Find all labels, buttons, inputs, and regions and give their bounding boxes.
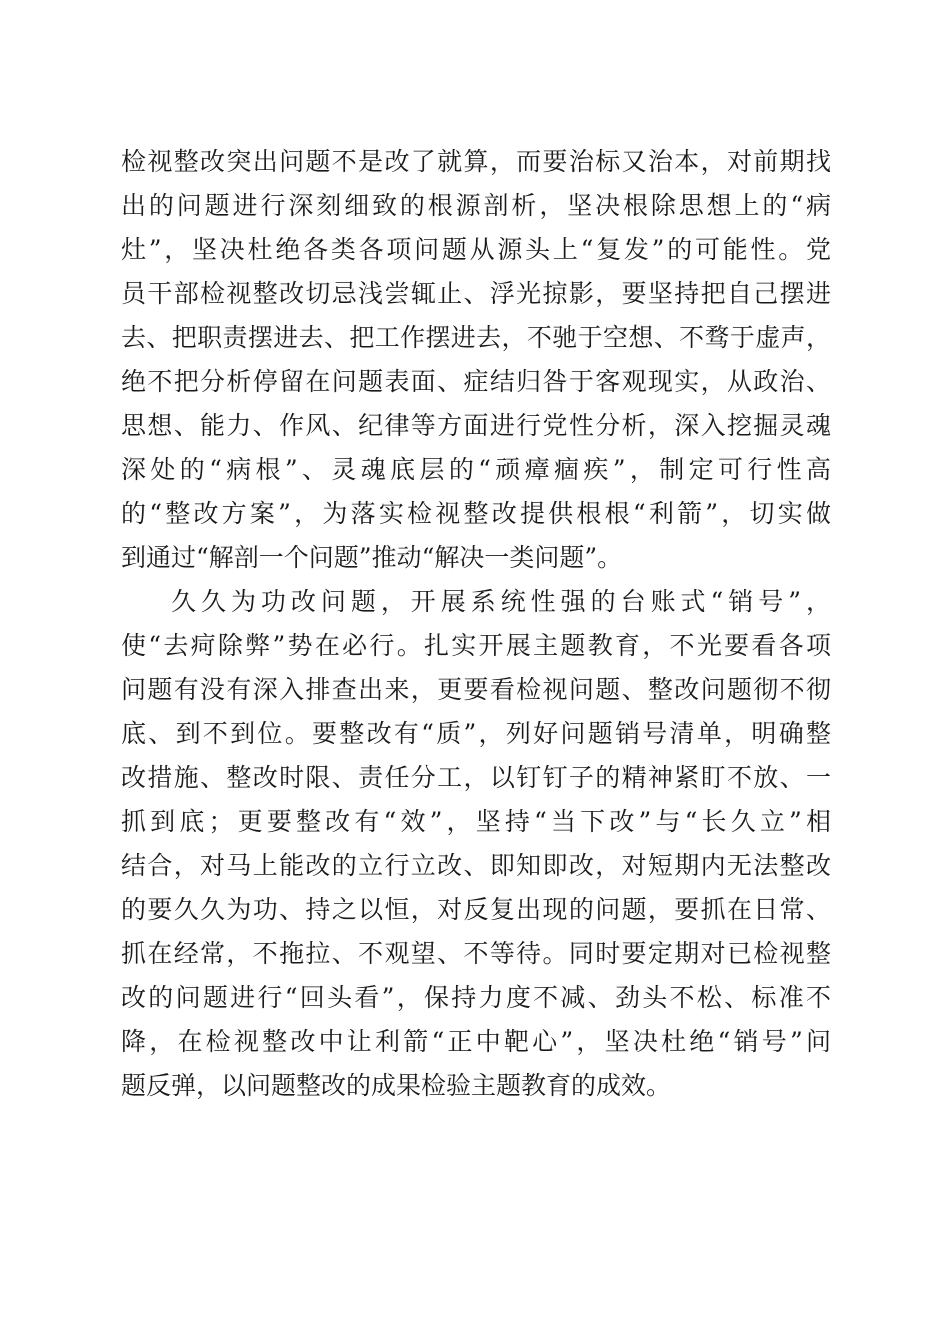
paragraph-1-line-7: 思想、能力、作风、纪律等方面进行党性分析，深入挖掘灵魂	[121, 411, 831, 440]
paragraph-2-line-7: 结合，对马上能改的立行立改、即知即改，对短期内无法整改	[121, 851, 831, 880]
paragraph-2-line-9: 抓在经常，不拖拉、不观望、不等待。同时要定期对已检视整	[121, 939, 831, 968]
paragraph-2-line-10: 改的问题进行“回头看”，保持力度不减、劲头不松、标准不	[121, 983, 831, 1012]
paragraph-1-line-8: 深处的“病根”、灵魂底层的“顽瘴痼疾”，制定可行性高	[121, 455, 831, 484]
paragraph-1-line-6: 绝不把分析停留在问题表面、症结归咎于客观现实，从政治、	[121, 367, 831, 396]
paragraph-1-line-1: 检视整改突出问题不是改了就算，而要治标又治本，对前期找	[121, 147, 831, 176]
paragraph-2-line-1: 久久为功改问题，开展系统性强的台账式“销号”，	[171, 587, 831, 616]
paragraph-1-line-4: 员干部检视整改切忌浅尝辄止、浮光掠影，要坚持把自己摆进	[121, 279, 831, 308]
paragraph-2-line-11: 降，在检视整改中让利箭“正中靶心”，坚决杜绝“销号”问	[121, 1027, 831, 1056]
paragraph-2-line-8: 的要久久为功、持之以恒，对反复出现的问题，要抓在日常、	[121, 895, 831, 924]
paragraph-1-line-5: 去、把职责摆进去、把工作摆进去，不驰于空想、不骛于虚声，	[121, 323, 831, 352]
paragraph-2-line-4: 底、到不到位。要整改有“质”，列好问题销号清单，明确整	[121, 719, 831, 748]
paragraph-1-line-10: 到通过“解剖一个问题”推动“解决一类问题”。	[121, 543, 623, 572]
paragraph-2-line-6: 抓到底；更要整改有“效”，坚持“当下改”与“长久立”相	[121, 807, 831, 836]
paragraph-1-line-9: 的“整改方案”，为落实检视整改提供根根“利箭”，切实做	[121, 499, 831, 528]
paragraph-2-line-5: 改措施、整改时限、责任分工，以钉钉子的精神紧盯不放、一	[121, 763, 831, 792]
paragraph-1-line-2: 出的问题进行深刻细致的根源剖析，坚决根除思想上的“病	[121, 191, 831, 220]
paragraph-1-line-3: 灶”，坚决杜绝各类各项问题从源头上“复发”的可能性。党	[121, 235, 831, 264]
paragraph-2-line-3: 问题有没有深入排查出来，更要看检视问题、整改问题彻不彻	[121, 675, 831, 704]
paragraph-2-line-12: 题反弹，以问题整改的成果检验主题教育的成效。	[121, 1071, 672, 1100]
paragraph-2-line-2: 使“去疴除弊”势在必行。扎实开展主题教育，不光要看各项	[121, 631, 831, 660]
